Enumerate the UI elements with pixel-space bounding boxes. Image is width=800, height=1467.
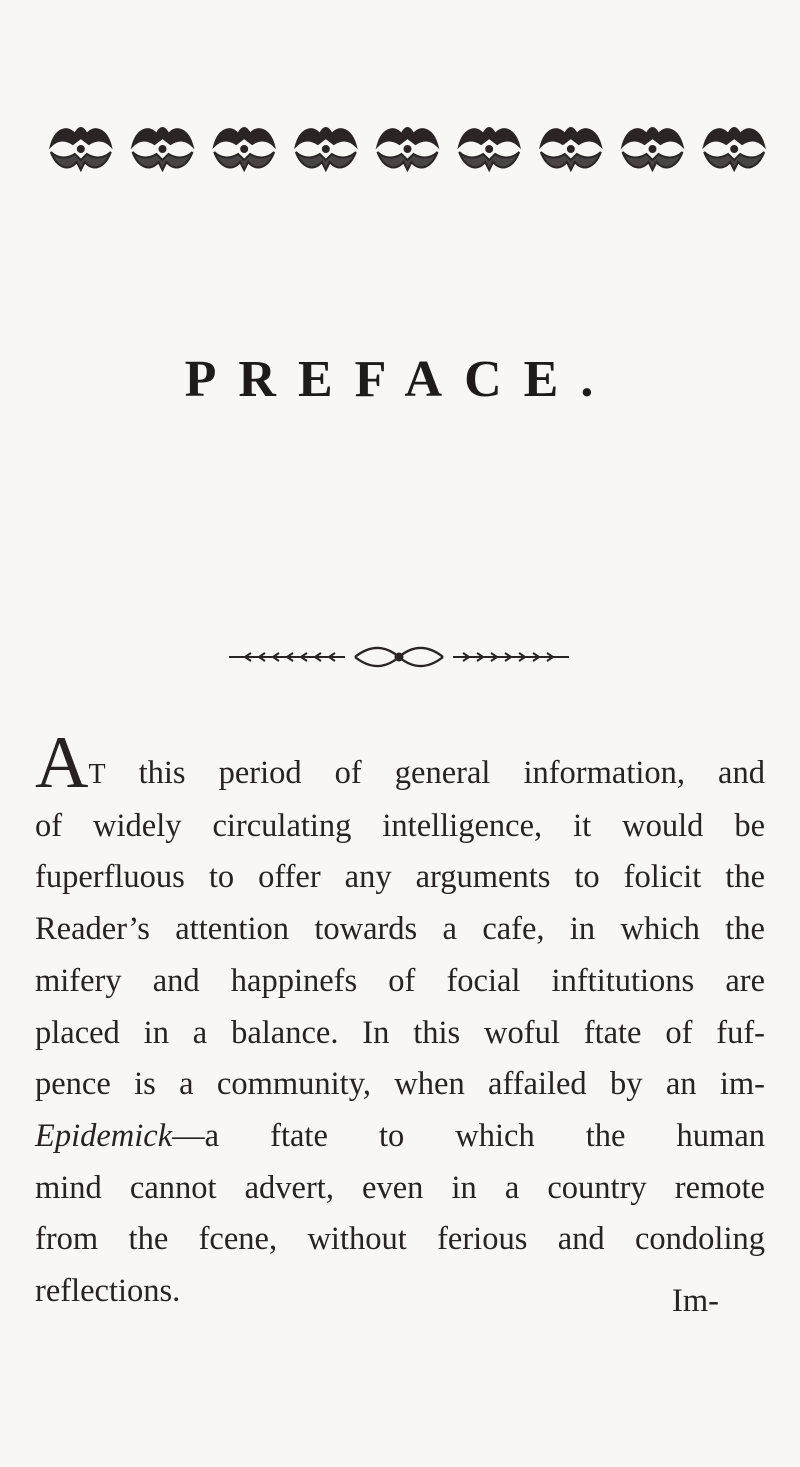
ornament-tile xyxy=(623,128,683,170)
text-line-8-rest: —a ftate to which the human xyxy=(172,1117,765,1154)
text-line-5: mifery and happinefs of focial inftitutions are xyxy=(35,962,765,999)
ornament-row xyxy=(40,118,775,178)
text-line-3: fuperfluous to offer any arguments to folicit the xyxy=(35,859,765,896)
ornament-tile xyxy=(133,128,193,170)
ornament-tile xyxy=(214,128,274,170)
text-line-1-rest: this period of general information, and xyxy=(105,755,765,791)
text-line-9: mind cannot advert, even in a country remote xyxy=(35,1169,765,1206)
page-title: PREFACE. xyxy=(184,351,616,408)
ornament-tile xyxy=(541,128,601,170)
drop-cap-tail: T xyxy=(88,759,106,790)
italic-word: Epidemick xyxy=(35,1117,173,1154)
preface-body xyxy=(35,722,765,1318)
text-line-1 xyxy=(35,722,765,804)
divider-center-dot xyxy=(396,654,403,661)
catchword: Im- xyxy=(672,1283,719,1319)
ornament-tile xyxy=(704,128,764,170)
text-line-8 xyxy=(35,1111,765,1163)
ornamental-border xyxy=(40,118,775,178)
ornament-tile xyxy=(51,128,111,170)
text-line-10: from the fcene, without ferious and condoling xyxy=(35,1221,765,1258)
text-line-2: of widely circulating intelligence, it would be xyxy=(35,807,765,844)
ornament-tile xyxy=(296,128,356,170)
text-line-4: Reader’s attention towards a cafe, in which the xyxy=(35,911,765,948)
text-line-11: reflections. xyxy=(35,1273,181,1310)
decorative-divider xyxy=(225,643,573,671)
ornament-tile xyxy=(378,128,438,170)
text-line-6: placed in a balance. In this woful ftate of fuf- xyxy=(35,1014,765,1051)
ornament-tile xyxy=(459,128,519,170)
drop-cap: A xyxy=(35,722,89,804)
text-line-7: pence is a community, when affailed by an im- xyxy=(35,1066,765,1103)
